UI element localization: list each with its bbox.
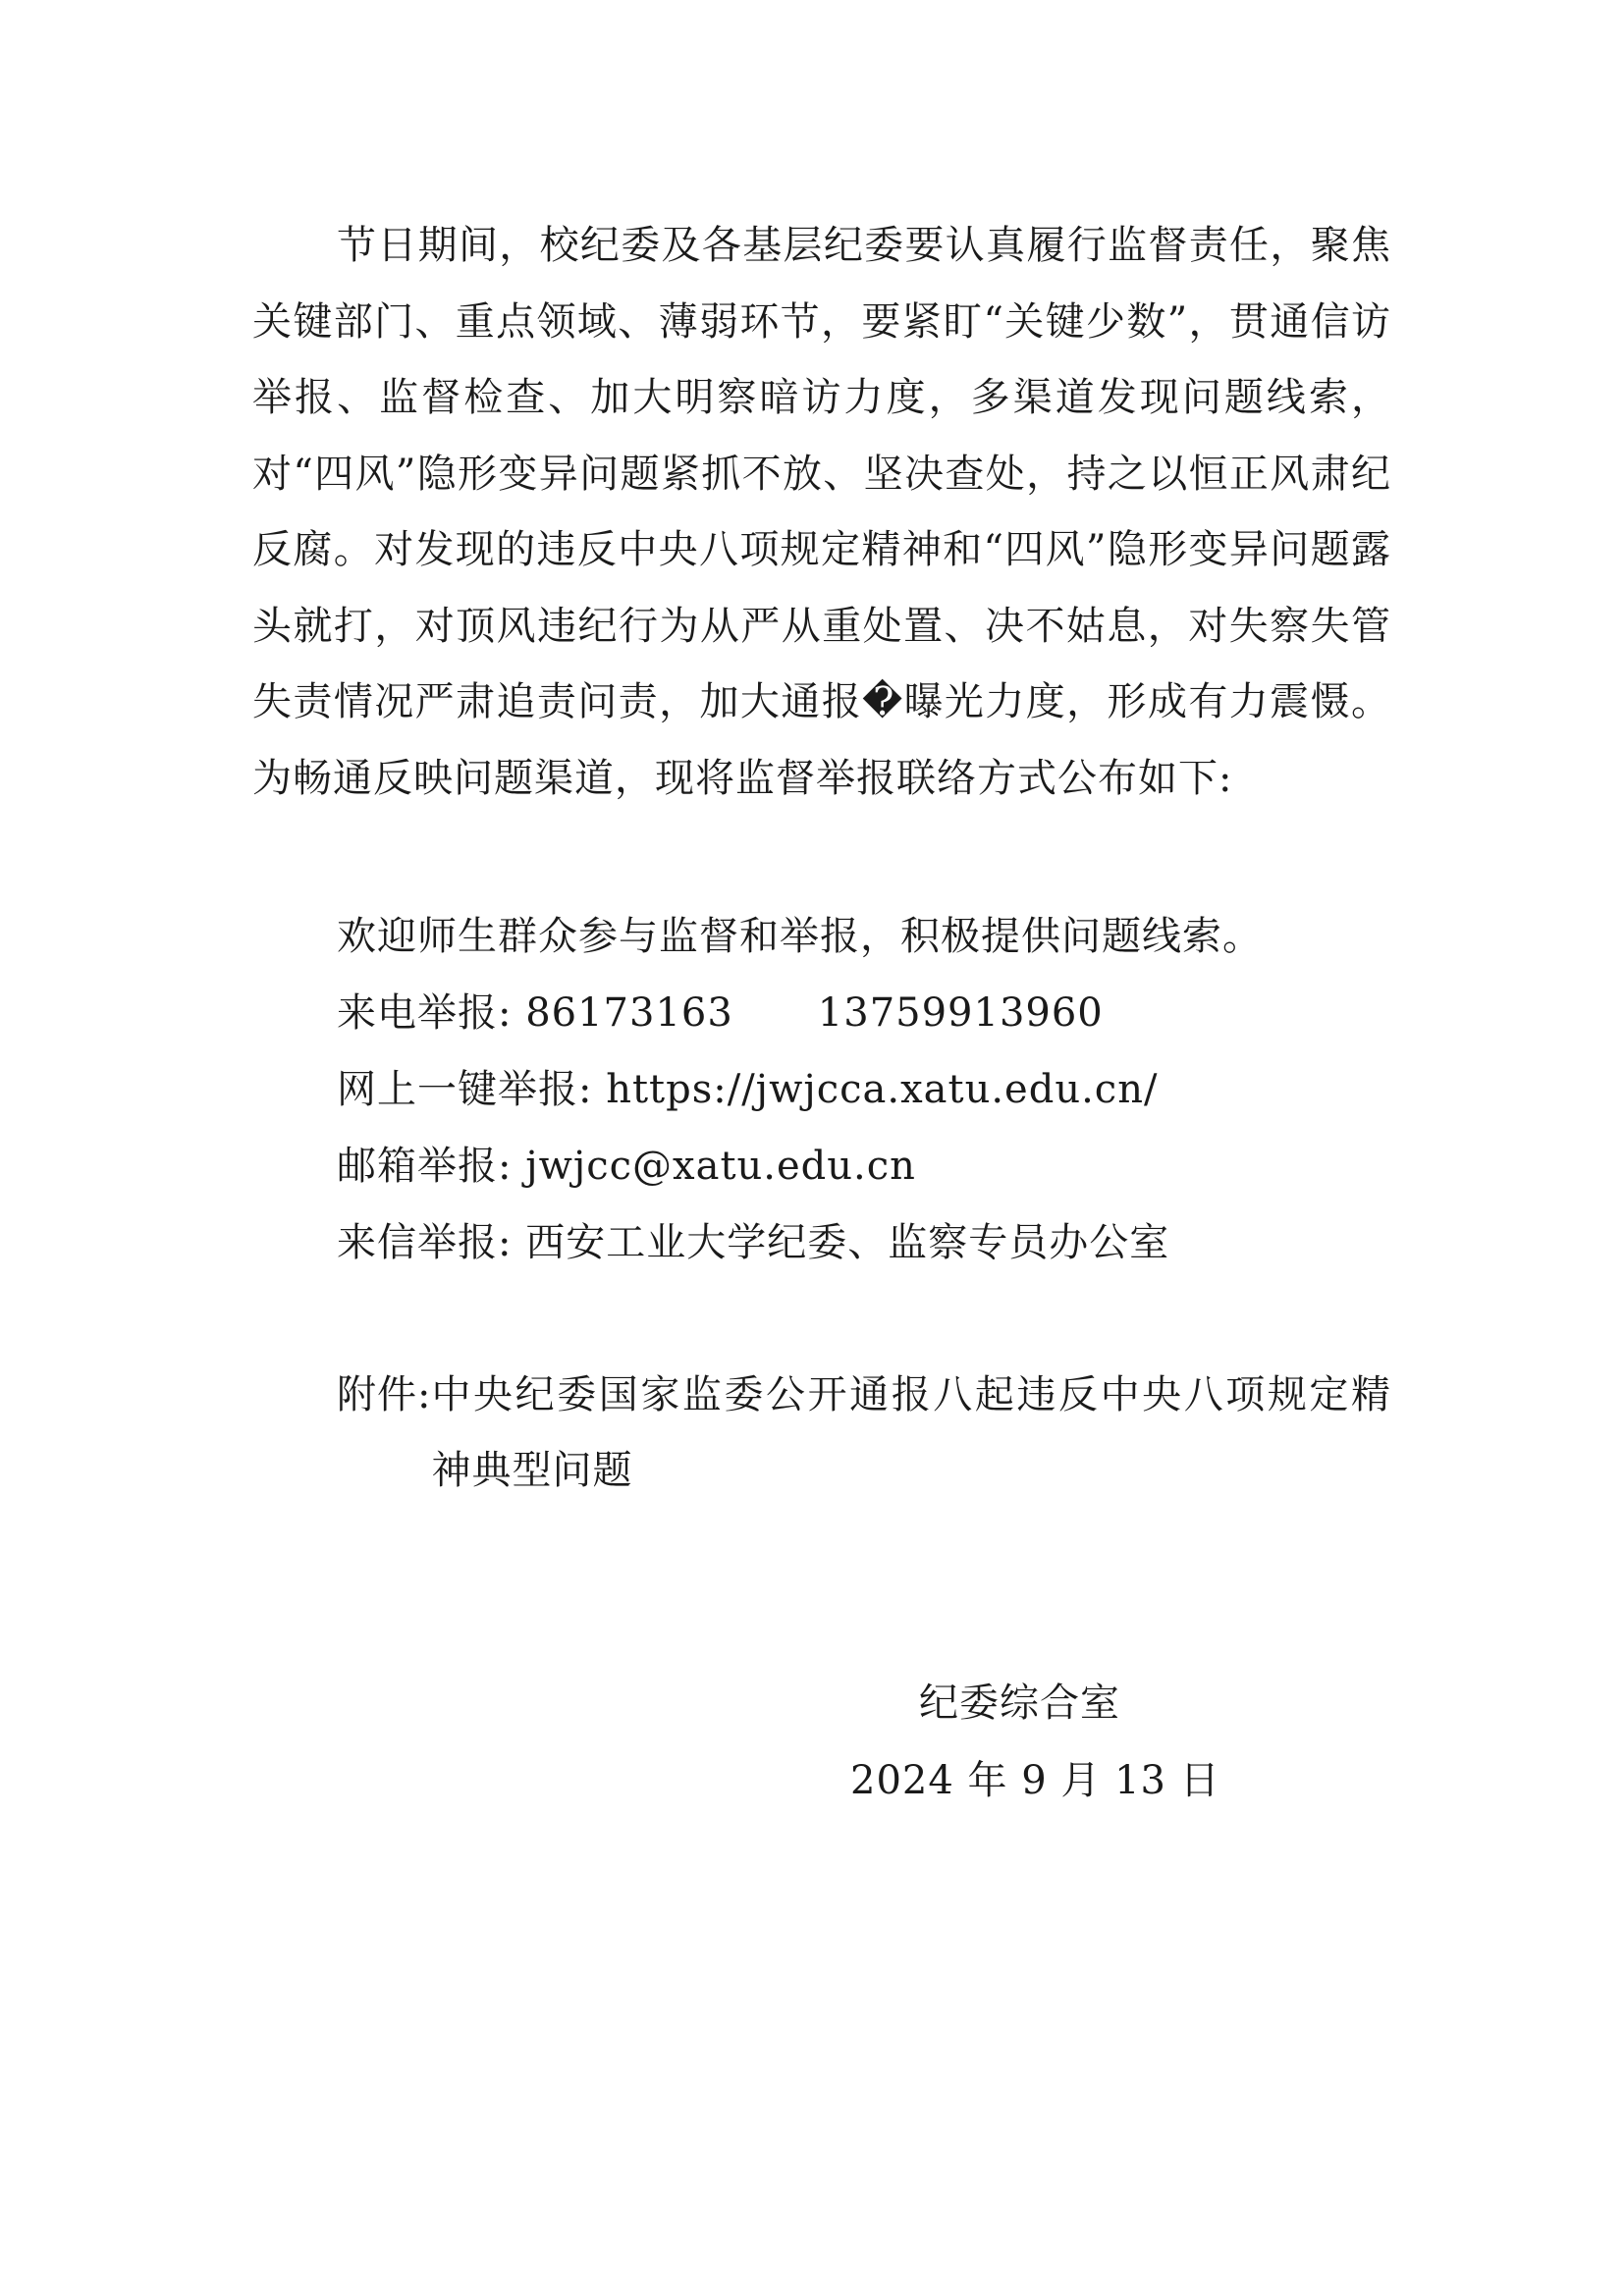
welcome-line [337,898,1417,975]
phone-number-2: 13759913960 [817,990,1104,1036]
phone-report-label: 来电举报: [337,990,513,1036]
contact-list [337,898,1417,1281]
phone-number-1: 86173163 [525,990,733,1036]
body-paragraph: 节日期间，校纪委及各基层纪委要认真履行监督责任，聚焦关键部门、重点领域、薄弱环节，要紧盯“关键少数”，贯通信访举报、监督检查、加大明察暗访力度，多渠道发现问题线索，对“四风”隐形变异问题紧抓不放、坚决查处，持之以恒正风肃纪反腐。对发现的违反中央八项规定精神和“四风”隐形变异问题露头就打，对顶风违纪行为从严从重处置、决不姑息，对失察失管失责情况严肃追责问责，加大通报�曝光力度，形成有力震慑。为畅通反映问题渠道，现将监督举报联络方式公布如下: [252,223,1391,801]
attachment-label: 附件: [337,1372,432,1417]
letter-report-line [337,1204,1417,1281]
online-report-url: https://jwjcca.xatu.edu.cn/ [606,1067,1159,1112]
email-report-label: 邮箱举报: [337,1144,513,1189]
email-report-line [337,1128,1417,1204]
attachment-block [337,1358,1391,1509]
online-report-line [337,1051,1417,1128]
online-report-label: 网上一键举报: [337,1067,593,1112]
email-address: jwjcc@xatu.edu.cn [525,1144,916,1189]
welcome-text: 欢迎师生群众参与监督和举报，积极提供问题线索。 [337,914,1263,959]
signature-department: 纪委综合室 [919,1681,1120,1726]
attachment-title: 中央纪委国家监委公开通报八起违反中央八项规定精神典型问题 [431,1372,1391,1493]
signature-date: 2024 年 9 月 13 日 [850,1758,1220,1803]
letter-report-label: 来信举报: [337,1220,513,1265]
letter-address: 西安工业大学纪委、监察专员办公室 [525,1220,1170,1265]
phone-report-line [337,975,1417,1051]
